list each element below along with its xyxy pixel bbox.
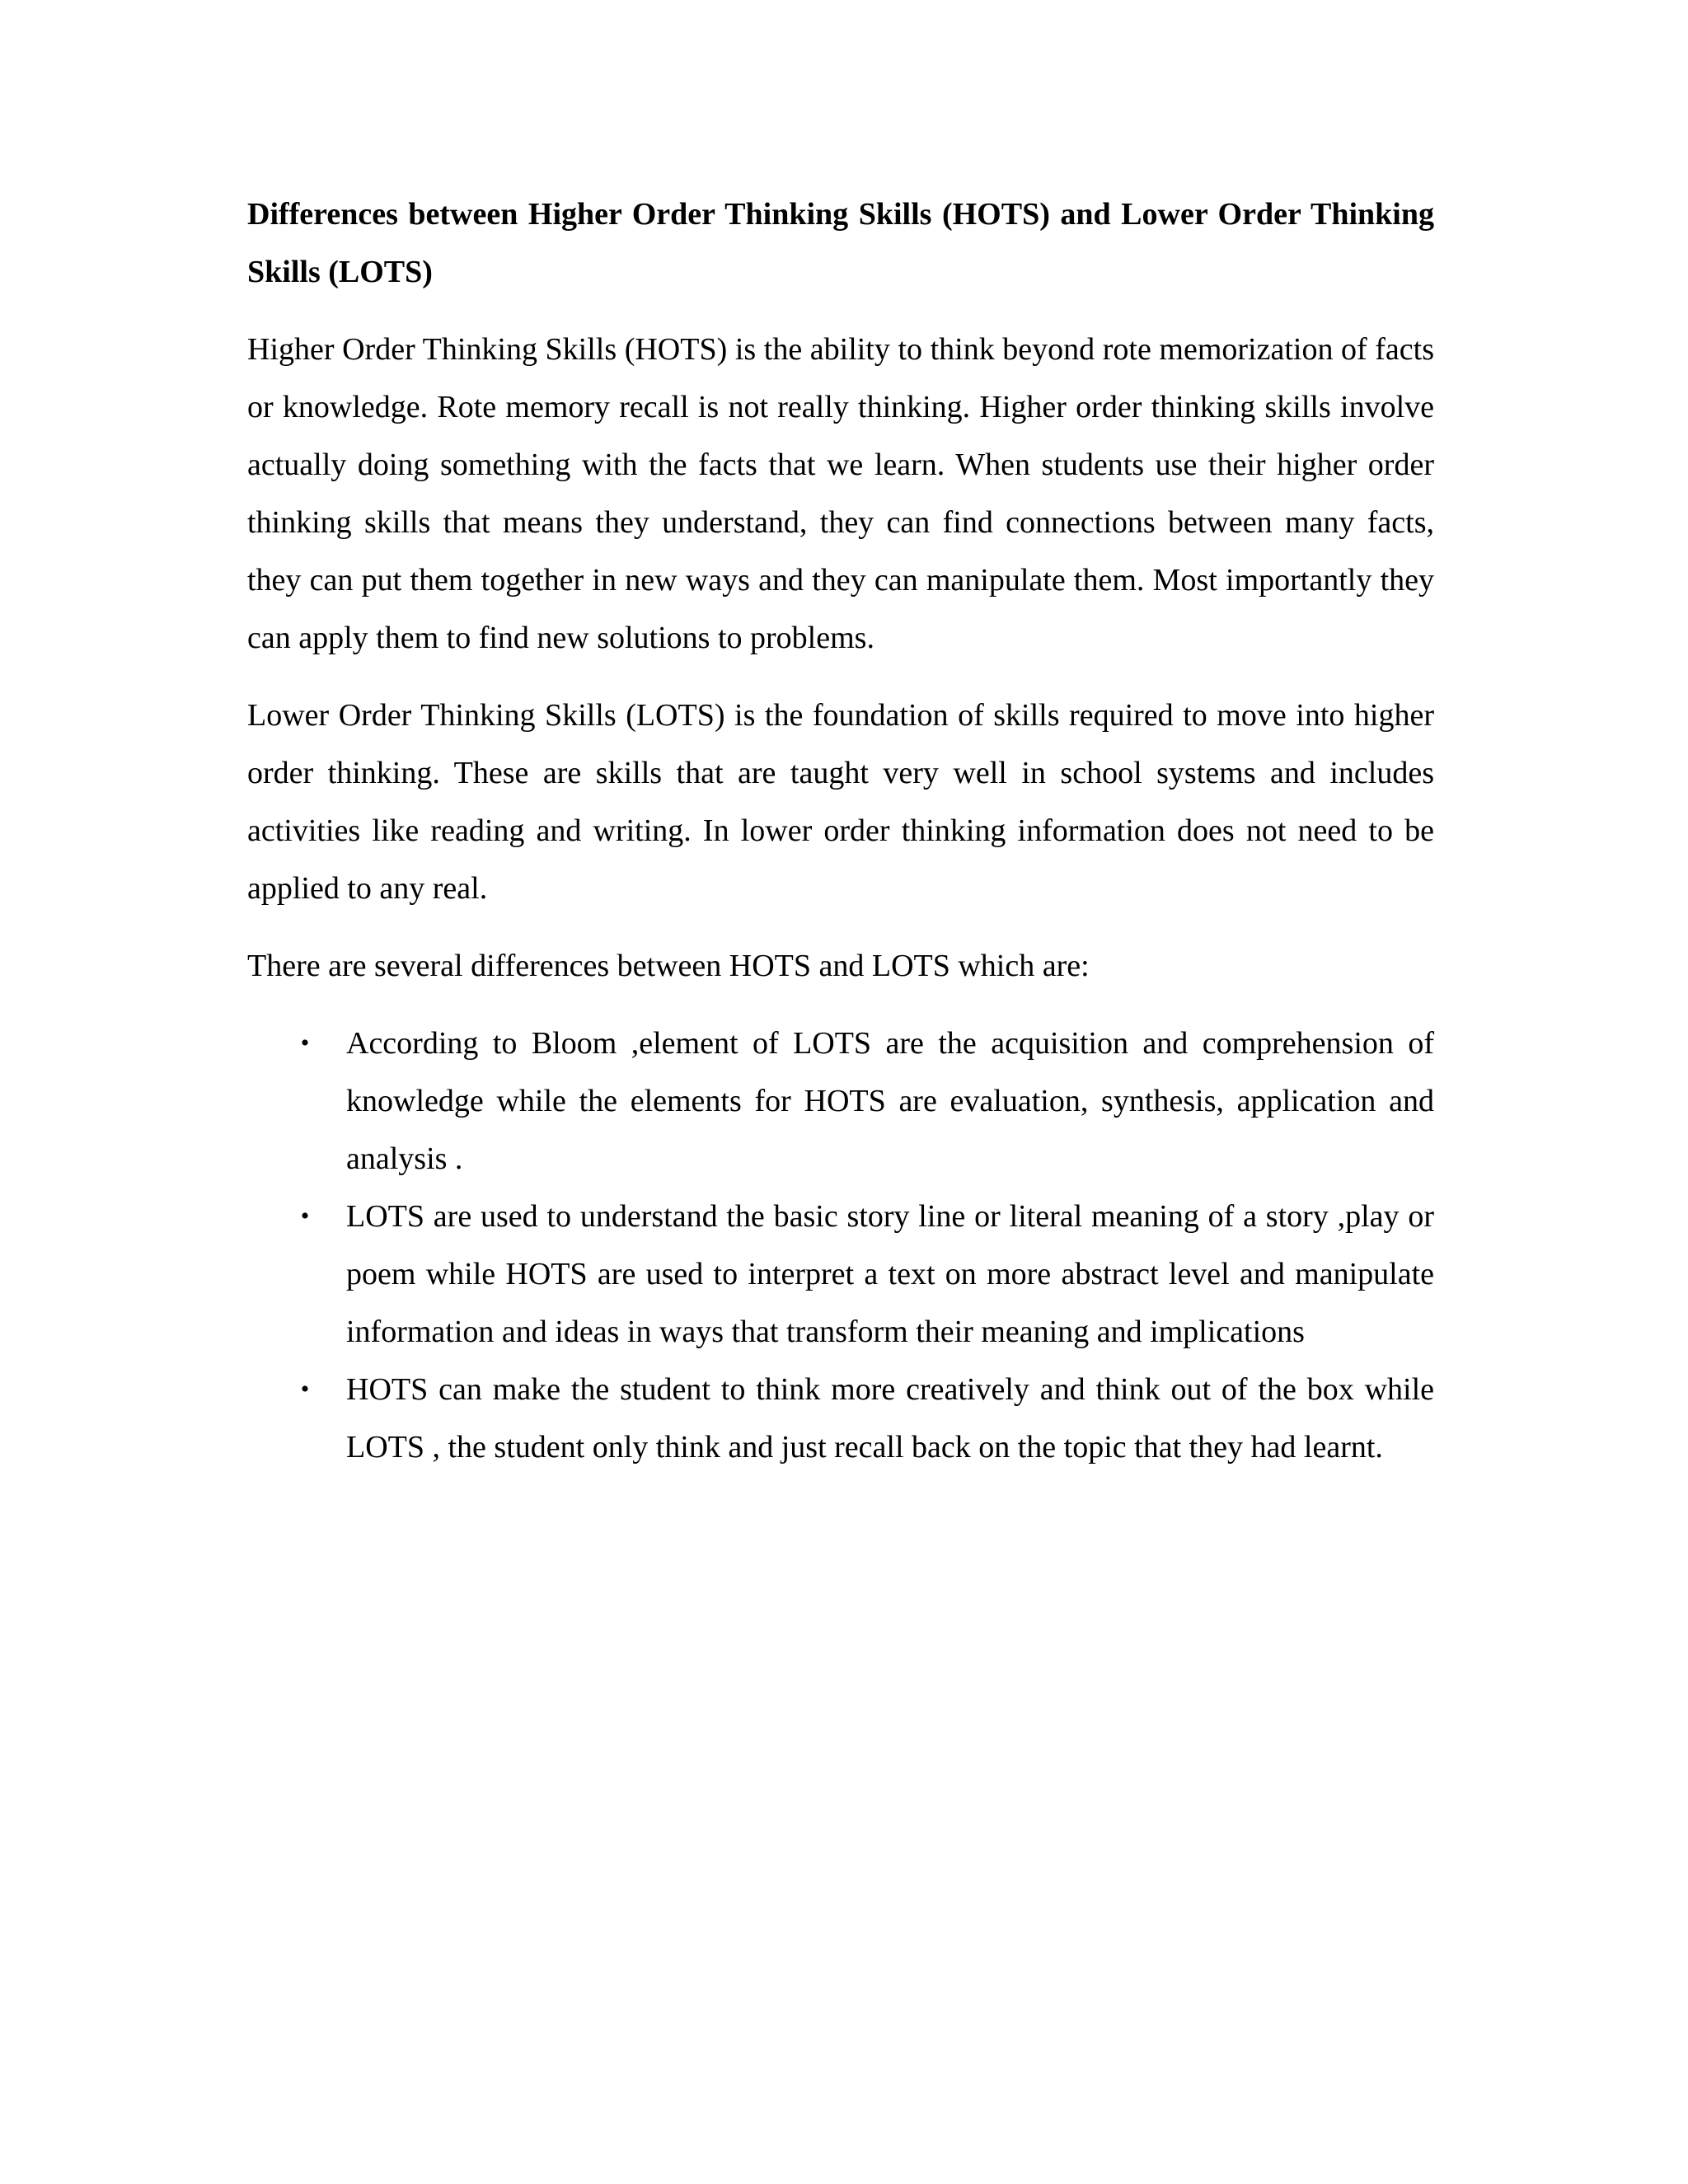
bullet-icon: • xyxy=(300,1202,310,1230)
list-item xyxy=(247,1361,1434,1476)
differences-list xyxy=(247,1015,1434,1476)
list-item-text: HOTS can make the student to think more creatively and think out of the box while LOTS , the student only think and just recall back on the topic that they had learnt. xyxy=(346,1372,1434,1465)
list-item-text: LOTS are used to understand the basic story line or literal meaning of a story ,play or poem while HOTS are used to interpret a text on more abstract level and manipulate information and ideas in ways that transform their meaning and implications xyxy=(346,1199,1434,1349)
paragraph-differences-intro: There are several differences between HOTS and LOTS which are: xyxy=(247,949,1090,983)
paragraph-hots-definition: Higher Order Thinking Skills (HOTS) is the ability to think beyond rote memorization of facts or knowledge. Rote memory recall is not really thinking. Higher order thinking skills involve actually doing something with the facts that we learn. When students use their higher order thinking skills that means they understand, they can find connections between many facts, they can put them together in new ways and they can manipulate them. Most importantly they can apply them to find new solutions to problems. xyxy=(247,332,1434,655)
list-item-text: According to Bloom ,element of LOTS are the acquisition and comprehension of knowledge while the elements for HOTS are evaluation, synthesis, application and analysis . xyxy=(346,1026,1434,1176)
list-item xyxy=(247,1015,1434,1188)
bullet-icon: • xyxy=(300,1376,310,1403)
document-page xyxy=(247,185,1434,1476)
list-item xyxy=(247,1188,1434,1361)
paragraph-lots-definition: Lower Order Thinking Skills (LOTS) is the foundation of skills required to move into higher order thinking. These are skills that are taught very well in school systems and includes activities like reading and writing. In lower order thinking information does not need to be applied to any real. xyxy=(247,698,1434,906)
bullet-icon: • xyxy=(300,1029,310,1057)
document-title: Differences between Higher Order Thinking Skills (HOTS) and Lower Order Thinking Skills (LOTS) xyxy=(247,197,1434,289)
